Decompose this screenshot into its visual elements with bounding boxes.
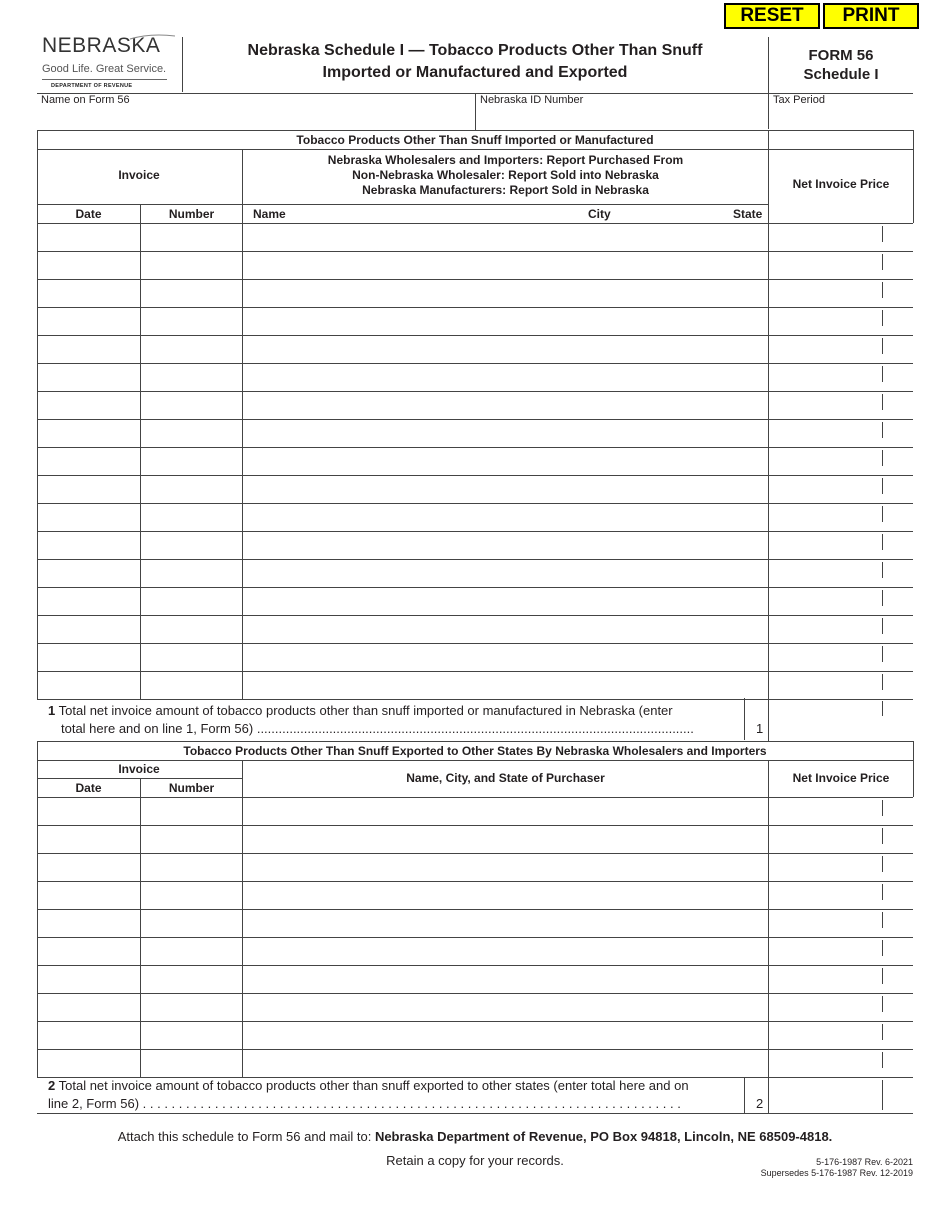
name-city-state-cell[interactable]: [243, 616, 767, 642]
net-price-cell[interactable]: [769, 560, 912, 586]
net-price-cell[interactable]: [769, 392, 912, 418]
purchaser-cell[interactable]: [243, 994, 767, 1020]
table-row: [37, 965, 913, 993]
number-cell[interactable]: [141, 826, 241, 852]
cents-divider: [882, 618, 883, 634]
net-price-cell[interactable]: [769, 252, 912, 278]
net-price-cell[interactable]: [769, 938, 912, 964]
section1-col-name: Name: [253, 207, 286, 221]
table-row: [37, 307, 913, 335]
line1-text: [48, 702, 748, 720]
table-row: [37, 881, 913, 909]
net-price-cell[interactable]: [769, 616, 912, 642]
name-on-form-label: Name on Form 56: [41, 94, 130, 106]
purchaser-cell[interactable]: [243, 882, 767, 908]
net-price-cell[interactable]: [769, 826, 912, 852]
section1-instr-line2: Non-Nebraska Wholesaler: Report Sold into Nebraska: [352, 168, 659, 182]
table-row: [37, 797, 913, 825]
name-city-state-cell[interactable]: [243, 280, 767, 306]
date-cell[interactable]: [38, 336, 139, 362]
line1-number: 1: [48, 703, 56, 718]
section1-instructions: [243, 153, 768, 198]
table-row: [37, 223, 913, 251]
logo-swoosh-icon: [40, 31, 180, 51]
name-city-state-cell[interactable]: [243, 336, 767, 362]
number-cell[interactable]: [141, 588, 241, 614]
section1-invoice-label: Invoice: [118, 168, 160, 182]
name-city-state-cell[interactable]: [243, 532, 767, 558]
section1-top-rule: [37, 130, 913, 131]
purchaser-cell[interactable]: [243, 966, 767, 992]
cents-divider: [882, 422, 883, 438]
cents-divider: [882, 996, 883, 1012]
date-cell[interactable]: [38, 616, 139, 642]
section2-net-price-label: Net Invoice Price: [792, 771, 890, 785]
line2-box-right: [768, 1077, 769, 1113]
number-cell[interactable]: [141, 252, 241, 278]
number-cell[interactable]: [141, 672, 241, 698]
name-city-state-cell[interactable]: [243, 644, 767, 670]
section2-title-rule: [37, 760, 913, 761]
net-price-cell[interactable]: [769, 504, 912, 530]
line2-text-b: line 2, Form 56) . . . . . . . . . . . . . . . . . . . . . . . . . . . . . . . . . . . . . . . . . . . . . . . . . . . . . . . . . . . . . . . . . . . . . . . . . . .: [48, 1096, 681, 1111]
line1-total-field[interactable]: [769, 698, 913, 740]
cents-divider: [882, 450, 883, 466]
net-price-cell[interactable]: [769, 448, 912, 474]
table-row: [37, 503, 913, 531]
cents-divider: [882, 1052, 883, 1068]
name-city-state-cell[interactable]: [243, 392, 767, 418]
name-city-state-cell[interactable]: [243, 588, 767, 614]
line1-text-a: Total net invoice amount of tobacco products other than snuff imported or manufactured in Nebraska (enter: [58, 703, 673, 718]
cents-divider: [882, 366, 883, 382]
name-city-state-cell[interactable]: [243, 672, 767, 698]
date-cell[interactable]: [38, 994, 139, 1020]
cents-divider: [882, 534, 883, 550]
number-cell[interactable]: [141, 798, 241, 824]
cents-divider: [882, 338, 883, 354]
table-row: [37, 587, 913, 615]
date-cell[interactable]: [38, 280, 139, 306]
line2-text-a: Total net invoice amount of tobacco products other than snuff exported to other states (enter total here and on: [58, 1078, 689, 1093]
net-price-cell[interactable]: [769, 280, 912, 306]
section2-title: Tobacco Products Other Than Snuff Exported to Other States By Nebraska Wholesalers and Importers: [183, 744, 767, 758]
cents-divider: [882, 701, 883, 716]
number-cell[interactable]: [141, 448, 241, 474]
number-cell[interactable]: [141, 532, 241, 558]
net-price-cell[interactable]: [769, 420, 912, 446]
cents-divider: [882, 968, 883, 984]
footer-attach: [37, 1129, 913, 1144]
date-cell[interactable]: [38, 560, 139, 586]
date-cell[interactable]: [38, 392, 139, 418]
date-cell[interactable]: [38, 588, 139, 614]
number-cell[interactable]: [141, 420, 241, 446]
cents-divider: [882, 828, 883, 844]
line2-text: [48, 1077, 748, 1095]
form-number: FORM 56: [808, 47, 874, 64]
purchaser-cell[interactable]: [243, 910, 767, 936]
name-city-state-cell[interactable]: [243, 560, 767, 586]
purchaser-cell[interactable]: [243, 1022, 767, 1048]
date-cell[interactable]: [38, 532, 139, 558]
date-cell[interactable]: [38, 798, 139, 824]
section2-right-rule: [913, 741, 914, 797]
section1-instr-line1: Nebraska Wholesalers and Importers: Report Purchased From: [327, 153, 684, 167]
date-cell[interactable]: [38, 938, 139, 964]
reset-button[interactable]: RESET: [724, 3, 820, 29]
net-price-cell[interactable]: [769, 798, 912, 824]
number-cell[interactable]: [141, 504, 241, 530]
section1-subhdr-rule: [37, 204, 768, 205]
logo-dept: DEPARTMENT OF REVENUE: [51, 83, 133, 89]
net-price-cell[interactable]: [769, 882, 912, 908]
number-cell[interactable]: [141, 392, 241, 418]
section2-top-rule: [37, 741, 913, 742]
table-row: [37, 993, 913, 1021]
number-cell[interactable]: [141, 616, 241, 642]
cents-divider: [882, 646, 883, 662]
table-row: [37, 475, 913, 503]
footer-attach-address: Nebraska Department of Revenue, PO Box 94818, Lincoln, NE 68509-4818.: [374, 1129, 833, 1144]
section1-col-city: City: [588, 207, 611, 221]
tax-period-field[interactable]: [769, 93, 913, 130]
name-on-form-field[interactable]: [37, 93, 475, 130]
number-cell[interactable]: [141, 994, 241, 1020]
net-price-cell[interactable]: [769, 994, 912, 1020]
number-cell[interactable]: [141, 336, 241, 362]
cents-divider: [882, 884, 883, 900]
date-cell[interactable]: [38, 854, 139, 880]
name-city-state-cell[interactable]: [243, 252, 767, 278]
net-price-cell[interactable]: [769, 588, 912, 614]
cents-divider: [882, 912, 883, 928]
table-row: [37, 937, 913, 965]
date-cell[interactable]: [38, 882, 139, 908]
line1-box-right: [768, 698, 769, 741]
revision-info: [700, 1157, 913, 1179]
number-cell[interactable]: [141, 882, 241, 908]
section2-col-number: Number: [168, 781, 215, 795]
table-row: [37, 251, 913, 279]
table-row: [37, 279, 913, 307]
logo-tagline: Good Life. Great Service.: [42, 63, 167, 75]
line1-text-b: total here and on line 1, Form 56) .........................................................................................................................: [61, 721, 694, 736]
table-row: [37, 1021, 913, 1049]
date-cell[interactable]: [38, 910, 139, 936]
cents-divider: [882, 856, 883, 872]
cents-divider: [882, 674, 883, 690]
net-price-cell[interactable]: [769, 854, 912, 880]
number-cell[interactable]: [141, 938, 241, 964]
table-row: [37, 531, 913, 559]
date-cell[interactable]: [38, 672, 139, 698]
number-cell[interactable]: [141, 560, 241, 586]
purchaser-cell[interactable]: [243, 798, 767, 824]
date-cell[interactable]: [38, 308, 139, 334]
line1-box-left: [744, 698, 745, 740]
date-cell[interactable]: [38, 252, 139, 278]
cents-divider: [882, 1080, 883, 1110]
net-price-cell[interactable]: [769, 308, 912, 334]
name-city-state-cell[interactable]: [243, 476, 767, 502]
section2-purchaser-label: Name, City, and State of Purchaser: [406, 771, 605, 785]
number-cell[interactable]: [141, 280, 241, 306]
cents-divider: [882, 562, 883, 578]
line2-bottom-rule: [37, 1113, 913, 1114]
table-row: [37, 419, 913, 447]
number-cell[interactable]: [141, 364, 241, 390]
table-row: [37, 363, 913, 391]
line2-box-number: 2: [756, 1096, 764, 1111]
footer-attach-prefix: Attach this schedule to Form 56 and mail to:: [117, 1129, 375, 1144]
line2-box-left: [744, 1077, 745, 1113]
date-cell[interactable]: [38, 826, 139, 852]
section1-title: Tobacco Products Other Than Snuff Imported or Manufactured: [296, 133, 654, 147]
number-cell[interactable]: [141, 308, 241, 334]
cents-divider: [882, 254, 883, 270]
cents-divider: [882, 226, 883, 242]
cents-divider: [882, 590, 883, 606]
nebraska-id-label: Nebraska ID Number: [480, 94, 584, 106]
purchaser-cell[interactable]: [243, 1050, 767, 1076]
form-title-line2: Imported or Manufactured and Exported: [322, 64, 628, 81]
tax-period-label: Tax Period: [773, 94, 825, 106]
name-city-state-cell[interactable]: [243, 308, 767, 334]
date-cell[interactable]: [38, 476, 139, 502]
line1-box-number: 1: [756, 721, 764, 736]
name-city-state-cell[interactable]: [243, 224, 767, 250]
line2-number: 2: [48, 1078, 56, 1093]
table-row: [37, 335, 913, 363]
date-cell[interactable]: [38, 1022, 139, 1048]
line2-total-field[interactable]: [769, 1077, 913, 1113]
table-row: [37, 909, 913, 937]
table-row: [37, 643, 913, 671]
table-row: [37, 447, 913, 475]
logo-rule: [42, 79, 167, 80]
date-cell[interactable]: [38, 448, 139, 474]
print-button[interactable]: PRINT: [823, 3, 919, 29]
net-price-cell[interactable]: [769, 644, 912, 670]
revision-line2: Supersedes 5-176-1987 Rev. 12-2019: [760, 1168, 913, 1178]
cents-divider: [882, 478, 883, 494]
date-cell[interactable]: [38, 504, 139, 530]
number-cell[interactable]: [141, 854, 241, 880]
date-cell[interactable]: [38, 420, 139, 446]
table-row: [37, 559, 913, 587]
section2-invoice-label: Invoice: [118, 762, 160, 776]
date-cell[interactable]: [38, 1050, 139, 1076]
number-cell[interactable]: [141, 476, 241, 502]
section1-right-rule: [913, 130, 914, 223]
table-row: [37, 1049, 913, 1077]
section1-title-rule: [37, 149, 913, 150]
cents-divider: [882, 1024, 883, 1040]
table-row: [37, 391, 913, 419]
net-price-cell[interactable]: [769, 966, 912, 992]
name-city-state-cell[interactable]: [243, 448, 767, 474]
purchaser-cell[interactable]: [243, 854, 767, 880]
name-city-state-cell[interactable]: [243, 364, 767, 390]
net-price-cell[interactable]: [769, 364, 912, 390]
cents-divider: [882, 282, 883, 298]
section1-instr-line3: Nebraska Manufacturers: Report Sold in Nebraska: [362, 183, 649, 197]
table-row: [37, 825, 913, 853]
net-price-cell[interactable]: [769, 532, 912, 558]
logo-wordmark: NEBRASKA: [42, 34, 161, 57]
number-cell[interactable]: [141, 1022, 241, 1048]
date-cell[interactable]: [38, 966, 139, 992]
date-cell[interactable]: [38, 364, 139, 390]
name-city-state-cell[interactable]: [243, 504, 767, 530]
net-price-cell[interactable]: [769, 476, 912, 502]
number-cell[interactable]: [141, 1050, 241, 1076]
cents-divider: [882, 310, 883, 326]
section1-col-date: Date: [75, 207, 102, 221]
net-price-cell[interactable]: [769, 1022, 912, 1048]
number-cell[interactable]: [141, 966, 241, 992]
table-row: [37, 671, 913, 699]
date-cell[interactable]: [38, 224, 139, 250]
net-price-cell[interactable]: [769, 224, 912, 250]
schedule-label: Schedule I: [803, 66, 879, 83]
section1-net-price-label: Net Invoice Price: [792, 177, 890, 191]
purchaser-cell[interactable]: [243, 938, 767, 964]
nebraska-id-field[interactable]: [476, 93, 768, 130]
cents-divider: [882, 394, 883, 410]
cents-divider: [882, 800, 883, 816]
section1-col-state: State: [733, 207, 763, 221]
number-cell[interactable]: [141, 910, 241, 936]
name-city-state-cell[interactable]: [243, 420, 767, 446]
section2-col-date: Date: [75, 781, 102, 795]
net-price-cell[interactable]: [769, 910, 912, 936]
cents-divider: [882, 506, 883, 522]
date-cell[interactable]: [38, 644, 139, 670]
revision-line1: 5-176-1987 Rev. 6-2021: [816, 1157, 913, 1167]
number-cell[interactable]: [141, 224, 241, 250]
table-row: [37, 615, 913, 643]
net-price-cell[interactable]: [769, 336, 912, 362]
footer-retain: Retain a copy for your records.: [386, 1153, 564, 1168]
form-title-line1: Nebraska Schedule I — Tobacco Products Other Than Snuff: [247, 42, 703, 59]
net-price-cell[interactable]: [769, 672, 912, 698]
purchaser-cell[interactable]: [243, 826, 767, 852]
table-row: [37, 853, 913, 881]
section1-col-number: Number: [168, 207, 215, 221]
logo-divider: [182, 37, 183, 92]
number-cell[interactable]: [141, 644, 241, 670]
net-price-cell[interactable]: [769, 1050, 912, 1076]
cents-divider: [882, 940, 883, 956]
